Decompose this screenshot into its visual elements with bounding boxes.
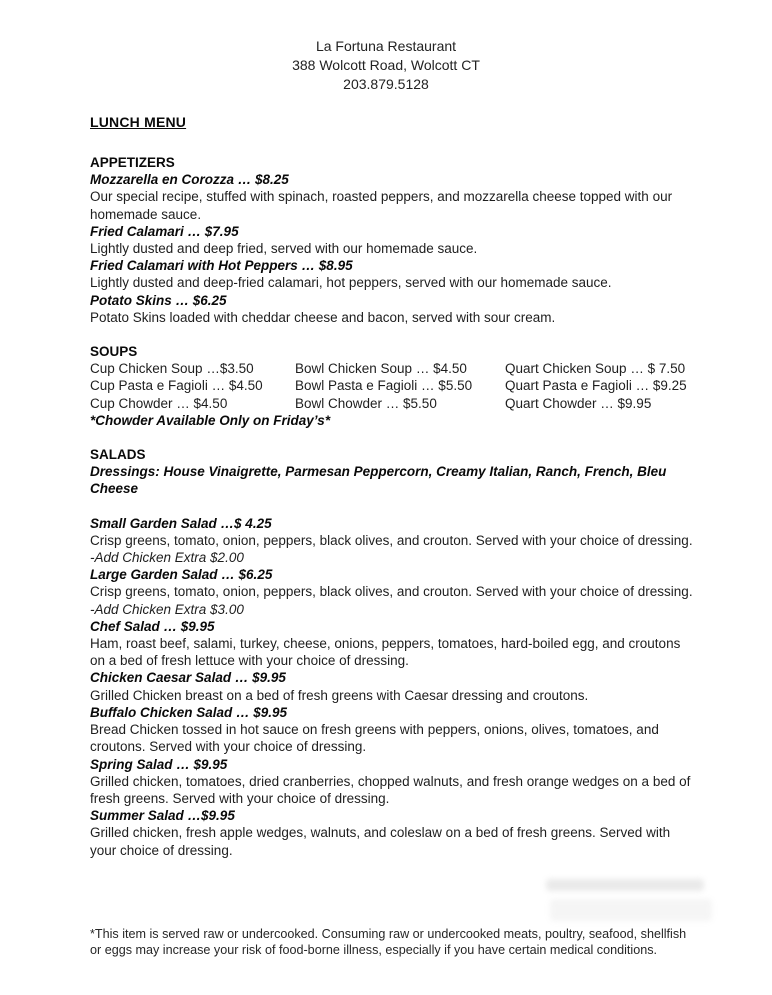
salad-items — [90, 515, 694, 859]
menu-item-large-garden-salad — [90, 566, 694, 618]
item-title: Fried Calamari with Hot Peppers … $8.95 — [90, 258, 353, 274]
item-title: Small Garden Salad …$ 4.25 — [90, 515, 272, 531]
menu-item-spring-salad — [90, 756, 694, 808]
raw-food-disclaimer: *This item is served raw or undercooked. Consuming raw or undercooked meats, poultry, seafood, shellfish or eggs may increase your risk of food-borne illness, especially if you have certain medical conditions. — [90, 926, 687, 957]
section-soups — [90, 343, 694, 429]
item-title: Potato Skins … $6.25 — [90, 292, 227, 308]
section-heading-salads: SALADS — [90, 447, 146, 463]
item-title: Chicken Caesar Salad … $9.95 — [90, 670, 286, 686]
restaurant-address: 388 Wolcott Road, Wolcott CT — [292, 57, 480, 73]
soup-cell: Quart Chowder … $9.95 — [505, 395, 652, 411]
item-description: Crisp greens, tomato, onion, peppers, black olives, and crouton. Served with your choice of dressing. — [90, 532, 693, 548]
soup-cell: Bowl Chicken Soup … $4.50 — [295, 361, 467, 377]
soup-cell: Cup Chowder … $4.50 — [90, 395, 228, 411]
soup-row-pasta-e-fagioli — [90, 377, 694, 394]
item-description: Lightly dusted and deep fried, served with our homemade sauce. — [90, 241, 478, 257]
item-title: Buffalo Chicken Salad … $9.95 — [90, 704, 288, 720]
item-description: Grilled chicken, fresh apple wedges, walnuts, and coleslaw on a bed of fresh greens. Served with your choice of dressing. — [90, 825, 671, 858]
soup-cell: Bowl Pasta e Fagioli … $5.50 — [295, 378, 473, 394]
menu-item-fried-calamari — [90, 223, 694, 257]
item-title: Spring Salad … $9.95 — [90, 756, 228, 772]
item-title: Mozzarella en Corozza … $8.25 — [90, 172, 289, 188]
soup-row-chowder — [90, 395, 694, 412]
soup-cell: Quart Pasta e Fagioli … $9.25 — [505, 378, 687, 394]
soup-cell: Cup Chicken Soup …$3.50 — [90, 361, 254, 377]
menu-item-potato-skins — [90, 292, 694, 326]
menu-item-chicken-caesar-salad — [90, 669, 694, 703]
menu-item-mozzarella-en-corozza — [90, 171, 694, 223]
menu-title: LUNCH MENU — [90, 114, 187, 130]
item-title: Fried Calamari … $7.95 — [90, 223, 239, 239]
restaurant-phone: 203.879.5128 — [343, 76, 429, 92]
item-addon-note: -Add Chicken Extra $3.00 — [90, 601, 244, 617]
menu-item-summer-salad — [90, 807, 694, 859]
item-description: Crisp greens, tomato, onion, peppers, black olives, and crouton. Served with your choice of dressing. — [90, 584, 693, 600]
soup-row-chicken-soup — [90, 360, 694, 377]
soup-cell: Cup Pasta e Fagioli … $4.50 — [90, 378, 263, 394]
section-heading-appetizers: APPETIZERS — [90, 155, 175, 170]
item-title: Large Garden Salad … $6.25 — [90, 567, 273, 583]
item-description: Bread Chicken tossed in hot sauce on fresh greens with peppers, onions, olives, tomatoes, and croutons. Served with your choice of dressing. — [90, 722, 659, 755]
item-title: Summer Salad …$9.95 — [90, 808, 235, 824]
item-description: Grilled Chicken breast on a bed of fresh greens with Caesar dressing and croutons. — [90, 687, 589, 703]
section-heading-soups: SOUPS — [90, 344, 138, 360]
dressings-note: Dressings: House Vinaigrette, Parmesan Peppercorn, Creamy Italian, Ranch, French, Bleu Cheese — [90, 464, 667, 497]
menu-item-small-garden-salad — [90, 515, 694, 567]
soup-cell: Bowl Chowder … $5.50 — [295, 395, 437, 411]
item-description: Potato Skins loaded with cheddar cheese and bacon, served with sour cream. — [90, 309, 556, 325]
restaurant-name: La Fortuna Restaurant — [315, 38, 457, 54]
item-description: Lightly dusted and deep-fried calamari, hot peppers, served with our homemade sauce. — [90, 275, 612, 291]
menu-item-chef-salad — [90, 618, 694, 670]
restaurant-header — [78, 37, 694, 94]
item-description: Grilled chicken, tomatoes, dried cranberries, chopped walnuts, and fresh orange wedges on a bed of fresh greens. Served with your choice of dressing. — [90, 773, 691, 806]
soups-availability-note: *Chowder Available Only on Friday’s* — [90, 412, 331, 428]
menu-item-buffalo-chicken-salad — [90, 704, 694, 756]
menu-item-fried-calamari-hot-peppers — [90, 257, 694, 291]
item-description: Ham, roast beef, salami, turkey, cheese, onions, peppers, tomatoes, hard-boiled egg, and croutons on a bed of fresh lettuce with your choice of dressing. — [90, 636, 681, 669]
item-description: Our special recipe, stuffed with spinach, roasted peppers, and mozzarella cheese topped with our homemade sauce. — [90, 189, 673, 222]
section-salads — [90, 446, 694, 859]
item-addon-note: -Add Chicken Extra $2.00 — [90, 550, 244, 566]
item-title: Chef Salad … $9.95 — [90, 618, 215, 634]
section-appetizers — [90, 154, 694, 326]
soup-cell: Quart Chicken Soup … $ 7.50 — [505, 361, 686, 377]
